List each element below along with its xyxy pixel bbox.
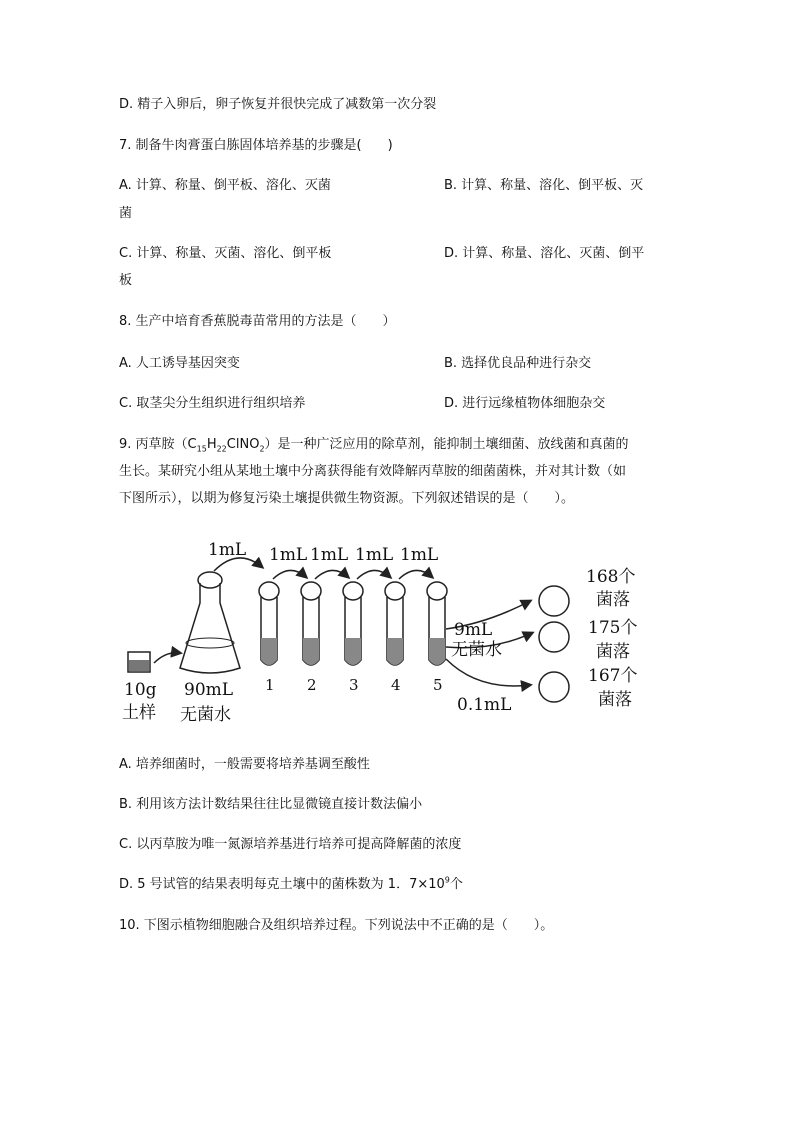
q7-stem: 7. 制备牛肉膏蛋白胨固体培养基的步骤是( ) bbox=[119, 138, 393, 153]
q7-option-b: B. 计算、称量、溶化、倒平板、灭 bbox=[444, 178, 644, 193]
petri-dish-3 bbox=[539, 672, 569, 702]
water-amount-label: 90mL bbox=[184, 680, 234, 700]
test-tube-2 bbox=[301, 582, 321, 665]
soil-to-flask-arrow bbox=[154, 653, 180, 663]
transfer-label-0: 1mL bbox=[208, 540, 247, 560]
tube-number-1: 1 bbox=[265, 676, 275, 694]
soil-label: 土样 bbox=[122, 703, 156, 723]
q8-option-d: D. 进行远缘植物体细胞杂交 bbox=[444, 396, 606, 411]
tube-number-5: 5 bbox=[433, 676, 443, 694]
plate-count-3: 167个 bbox=[588, 666, 638, 686]
water-label: 无菌水 bbox=[180, 705, 231, 725]
q8-option-a: A. 人工诱导基因突变 bbox=[119, 356, 240, 371]
q8-option-c: C. 取茎尖分生组织进行组织培养 bbox=[119, 396, 306, 411]
q7-option-d: D. 计算、称量、溶化、灭菌、倒平 bbox=[444, 246, 645, 261]
soil-beaker-icon bbox=[128, 652, 150, 672]
q7-option-a: A. 计算、称量、倒平板、溶化、灭菌 bbox=[119, 178, 331, 193]
colony-label-2: 菌落 bbox=[596, 642, 630, 662]
petri-dish-2 bbox=[539, 622, 569, 652]
colony-label-1: 菌落 bbox=[596, 590, 630, 610]
q7-option-b-wrap: 菌 bbox=[119, 206, 133, 221]
q6-option-d: D. 精子入卵后，卵子恢复并很快完成了减数第一次分裂 bbox=[119, 97, 437, 112]
q9-stem-line3: 下图所示），以期为修复污染土壤提供微生物资源。下列叙述错误的是（ ）。 bbox=[119, 491, 575, 506]
q9-option-a: A. 培养细菌时，一般需要将培养基调至酸性 bbox=[119, 757, 370, 772]
petri-dish-1 bbox=[539, 586, 569, 616]
q8-option-b: B. 选择优良品种进行杂交 bbox=[444, 356, 592, 371]
soil-amount-label: 10g bbox=[124, 680, 157, 700]
colony-label-3: 菌落 bbox=[598, 690, 632, 710]
plate-count-1: 168个 bbox=[586, 567, 636, 587]
q7-option-c: C. 计算、称量、灭菌、溶化、倒平板 bbox=[119, 246, 332, 261]
test-tube-3 bbox=[343, 582, 363, 665]
transfer-label-1: 1mL bbox=[269, 545, 308, 565]
tube-number-2: 2 bbox=[307, 676, 317, 694]
tube-water-label: 无菌水 bbox=[451, 640, 502, 660]
q9-option-c: C. 以丙草胺为唯一氮源培养基进行培养可提高降解菌的浓度 bbox=[119, 837, 462, 852]
tube-transfer-arrow-3 bbox=[357, 570, 390, 579]
tube-number-3: 3 bbox=[349, 676, 359, 694]
q10-stem: 10. 下图示植物细胞融合及组织培养过程。下列说法中不正确的是（ ）。 bbox=[119, 918, 554, 933]
transfer-label-3: 1mL bbox=[355, 545, 394, 565]
plate-count-2: 175个 bbox=[588, 618, 638, 638]
q9-stem-line2: 生长。某研究小组从某地土壤中分离获得能有效降解丙草胺的细菌菌株，并对其计数（如 bbox=[119, 464, 627, 479]
tube-number-4: 4 bbox=[391, 676, 401, 694]
tube-transfer-arrow-2 bbox=[315, 570, 348, 579]
q7-option-d-wrap: 板 bbox=[119, 273, 133, 288]
test-tube-1 bbox=[259, 582, 279, 665]
q9-stem-line1: 9. 丙草胺$(C_{15}H_{22}ClNO_2)$是一种广泛应用的除草剂，能抑制土壤细菌、放线菌和真菌的 bbox=[119, 437, 629, 454]
q8-stem: 8. 生产中培育香蕉脱毒苗常用的方法是（ ） bbox=[119, 314, 396, 329]
q9-option-b: B. 利用该方法计数结果往往比显微镜直接计数法偏小 bbox=[119, 797, 423, 812]
conical-flask-icon bbox=[180, 572, 240, 673]
plating-volume-label: 0.1mL bbox=[457, 695, 512, 715]
transfer-label-2: 1mL bbox=[310, 545, 349, 565]
test-tube-5 bbox=[427, 582, 447, 665]
plating-arrow-3 bbox=[446, 659, 530, 686]
serial-dilution-diagram bbox=[118, 533, 690, 733]
tube-water-amount-label: 9mL bbox=[454, 620, 493, 640]
tube-transfer-arrow-4 bbox=[399, 570, 432, 579]
q9-option-d: D. 5 号试管的结果表明每克土壤中的菌株数为 1．$7\times 10^9$个 bbox=[119, 875, 463, 892]
transfer-label-4: 1mL bbox=[400, 545, 439, 565]
tube-transfer-arrow-1 bbox=[273, 570, 306, 579]
test-tube-4 bbox=[385, 582, 405, 665]
